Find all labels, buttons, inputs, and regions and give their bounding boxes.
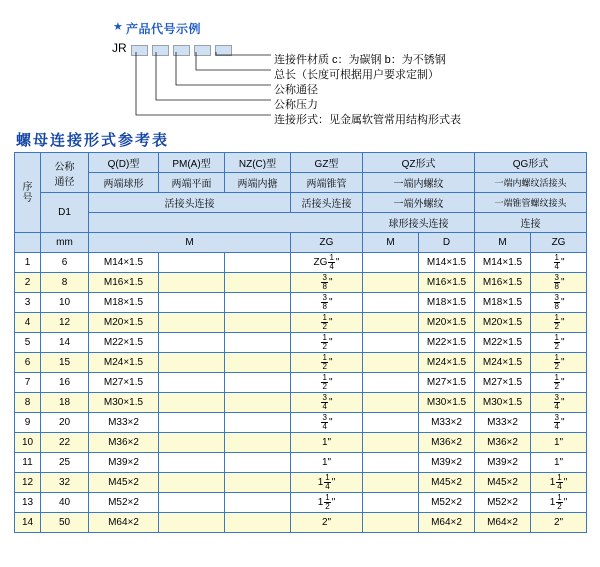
header-row-4	[15, 213, 587, 233]
table-row	[15, 293, 587, 313]
cell-dn: 10	[41, 293, 89, 313]
cell-qz-m	[363, 253, 419, 273]
cell-pm	[159, 293, 225, 313]
cell-qd: M20×1.5	[89, 313, 159, 333]
cell-qz-d: M20×1.5	[419, 313, 475, 333]
product-code-diagram	[0, 0, 600, 126]
cell-nz	[225, 413, 291, 433]
header-nz-sub: 两端内搪	[225, 173, 291, 193]
cell-qg-m: M52×2	[475, 493, 531, 513]
cell-qg-zg: 1"	[531, 453, 587, 473]
cell-qz-m	[363, 353, 419, 373]
header-unit-zg1: ZG	[291, 233, 363, 253]
cell-gz: $\frac{1}{2}$ "	[291, 313, 363, 333]
cell-seq: 10	[15, 433, 41, 453]
cell-seq: 4	[15, 313, 41, 333]
cell-pm	[159, 453, 225, 473]
header-row-3	[15, 193, 587, 213]
cell-dn: 40	[41, 493, 89, 513]
cell-nz	[225, 333, 291, 353]
cell-pm	[159, 253, 225, 273]
cell-pm	[159, 313, 225, 333]
cell-qd: M27×1.5	[89, 373, 159, 393]
cell-qz-d: M30×1.5	[419, 393, 475, 413]
cell-qz-d: M33×2	[419, 413, 475, 433]
cell-pm	[159, 393, 225, 413]
cell-qz-m	[363, 333, 419, 353]
table-row	[15, 313, 587, 333]
table-title: 螺母连接形式参考表	[16, 132, 170, 149]
cell-seq: 3	[15, 293, 41, 313]
header-qg-connect: 连接	[475, 213, 587, 233]
header-dn: 公称 通径	[41, 153, 89, 193]
cell-qg-zg: 1 $\frac{1}{2}$ "	[531, 493, 587, 513]
table-row	[15, 373, 587, 393]
header-gz-sub: 两端锥管	[291, 173, 363, 193]
cell-qg-zg: 1 $\frac{1}{4}$ "	[531, 473, 587, 493]
header-blank-left	[89, 213, 363, 233]
cell-nz	[225, 513, 291, 533]
cell-qg-m: M22×1.5	[475, 333, 531, 353]
cell-nz	[225, 253, 291, 273]
cell-seq: 5	[15, 333, 41, 353]
cell-qz-m	[363, 373, 419, 393]
cell-gz: $\frac{1}{2}$ "	[291, 373, 363, 393]
header-qg-sub: 一端内螺纹活接头	[475, 173, 587, 193]
cell-qz-m	[363, 473, 419, 493]
cell-qz-m	[363, 493, 419, 513]
cell-pm	[159, 473, 225, 493]
cell-dn: 6	[41, 253, 89, 273]
diagram-title: 产品代号示例	[126, 22, 202, 36]
cell-qd: M22×1.5	[89, 333, 159, 353]
header-unit-m2: M	[363, 233, 419, 253]
cell-gz: 1"	[291, 453, 363, 473]
table-row	[15, 473, 587, 493]
header-row-2	[15, 173, 587, 193]
header-row-1	[15, 153, 587, 173]
cell-qg-m: M30×1.5	[475, 393, 531, 413]
cell-dn: 16	[41, 373, 89, 393]
cell-pm	[159, 413, 225, 433]
header-left-union: 活接头连接	[89, 193, 291, 213]
cell-pm	[159, 513, 225, 533]
cell-qz-d: M36×2	[419, 433, 475, 453]
header-group-gz: GZ型	[291, 153, 363, 173]
cell-qd: M18×1.5	[89, 293, 159, 313]
cell-dn: 15	[41, 353, 89, 373]
header-seq: 序 号	[15, 153, 41, 233]
header-group-pm: PM(A)型	[159, 153, 225, 173]
legend-nominal-diameter: 公称通径	[274, 84, 318, 96]
cell-dn: 12	[41, 313, 89, 333]
cell-qz-m	[363, 433, 419, 453]
cell-pm	[159, 493, 225, 513]
cell-qg-m: M18×1.5	[475, 293, 531, 313]
cell-qz-d: M64×2	[419, 513, 475, 533]
cell-pm	[159, 353, 225, 373]
cell-qz-d: M39×2	[419, 453, 475, 473]
cell-qd: M36×2	[89, 433, 159, 453]
cell-qd: M52×2	[89, 493, 159, 513]
cell-dn: 50	[41, 513, 89, 533]
cell-qz-m	[363, 393, 419, 413]
cell-qg-zg: $\frac{1}{2}$ "	[531, 373, 587, 393]
table-row	[15, 333, 587, 353]
cell-nz	[225, 313, 291, 333]
cell-qg-zg: $\frac{3}{4}$ "	[531, 413, 587, 433]
cell-nz	[225, 473, 291, 493]
cell-qz-d: M14×1.5	[419, 253, 475, 273]
cell-qg-m: M14×1.5	[475, 253, 531, 273]
cell-gz: ZG $\frac{1}{4}$ "	[291, 253, 363, 273]
header-row-units	[15, 233, 587, 253]
header-qz-ball-joint: 球形接头连接	[363, 213, 475, 233]
cell-qg-m: M36×2	[475, 433, 531, 453]
cell-qd: M45×2	[89, 473, 159, 493]
table-body	[15, 253, 587, 533]
header-unit-m3: M	[475, 233, 531, 253]
cell-qd: M33×2	[89, 413, 159, 433]
header-unit-mm: mm	[41, 233, 89, 253]
cell-qz-d: M27×1.5	[419, 373, 475, 393]
header-gz-union: 活接头连接	[291, 193, 363, 213]
header-qz-ext-thread: 一端外螺纹	[363, 193, 475, 213]
cell-qg-m: M20×1.5	[475, 313, 531, 333]
cell-gz: $\frac{3}{8}$ "	[291, 273, 363, 293]
legend-material: 连接件材质 c：为碳钢 b：为不锈钢	[274, 54, 446, 66]
cell-nz	[225, 433, 291, 453]
cell-qg-m: M64×2	[475, 513, 531, 533]
table-header	[15, 153, 587, 253]
cell-nz	[225, 353, 291, 373]
cell-qd: M24×1.5	[89, 353, 159, 373]
header-group-nz: NZ(C)型	[225, 153, 291, 173]
cell-qg-zg: $\frac{1}{4}$ "	[531, 253, 587, 273]
cell-pm	[159, 433, 225, 453]
cell-gz: $\frac{1}{2}$ "	[291, 353, 363, 373]
legend-connection-type: 连接形式：见金属软管常用结构形式表	[274, 114, 461, 126]
cell-seq: 6	[15, 353, 41, 373]
cell-gz: 1"	[291, 433, 363, 453]
table-row	[15, 253, 587, 273]
cell-nz	[225, 493, 291, 513]
table-row	[15, 353, 587, 373]
table-row	[15, 413, 587, 433]
star-icon: ★	[113, 21, 123, 33]
cell-seq: 11	[15, 453, 41, 473]
cell-seq: 9	[15, 413, 41, 433]
cell-nz	[225, 453, 291, 473]
cell-qg-zg: $\frac{1}{2}$ "	[531, 353, 587, 373]
cell-qg-zg: $\frac{3}{4}$ "	[531, 393, 587, 413]
header-unit-m1: M	[89, 233, 291, 253]
header-qd-sub: 两端球形	[89, 173, 159, 193]
cell-qz-d: M45×2	[419, 473, 475, 493]
cell-qz-m	[363, 293, 419, 313]
header-qg-taper-joint: 一端锥管螺纹接头	[475, 193, 587, 213]
table-row	[15, 393, 587, 413]
cell-qd: M16×1.5	[89, 273, 159, 293]
cell-pm	[159, 333, 225, 353]
cell-seq: 13	[15, 493, 41, 513]
cell-seq: 7	[15, 373, 41, 393]
cell-dn: 18	[41, 393, 89, 413]
cell-seq: 1	[15, 253, 41, 273]
cell-qz-d: M18×1.5	[419, 293, 475, 313]
table-row	[15, 493, 587, 513]
code-prefix: JR	[112, 41, 127, 55]
cell-seq: 14	[15, 513, 41, 533]
cell-nz	[225, 273, 291, 293]
header-group-qz: QZ形式	[363, 153, 475, 173]
cell-gz: 2"	[291, 513, 363, 533]
cell-dn: 32	[41, 473, 89, 493]
cell-qz-d: M22×1.5	[419, 333, 475, 353]
cell-qz-d: M24×1.5	[419, 353, 475, 373]
cell-qd: M64×2	[89, 513, 159, 533]
cell-gz: 1 $\frac{1}{2}$ "	[291, 493, 363, 513]
cell-qz-d: M52×2	[419, 493, 475, 513]
cell-qz-m	[363, 513, 419, 533]
cell-qd: M39×2	[89, 453, 159, 473]
cell-nz	[225, 293, 291, 313]
cell-qg-m: M16×1.5	[475, 273, 531, 293]
cell-pm	[159, 273, 225, 293]
cell-qz-m	[363, 313, 419, 333]
table-row	[15, 453, 587, 473]
cell-qd: M14×1.5	[89, 253, 159, 273]
cell-qz-d: M16×1.5	[419, 273, 475, 293]
header-group-qg: QG形式	[475, 153, 587, 173]
cell-gz: $\frac{3}{8}$ "	[291, 293, 363, 313]
cell-qd: M30×1.5	[89, 393, 159, 413]
header-d1: D1	[41, 193, 89, 233]
table-row	[15, 273, 587, 293]
cell-gz: $\frac{3}{4}$ "	[291, 413, 363, 433]
table-row	[15, 513, 587, 533]
cell-seq: 12	[15, 473, 41, 493]
cell-nz	[225, 373, 291, 393]
cell-qg-zg: $\frac{3}{8}$ "	[531, 273, 587, 293]
cell-qg-m: M27×1.5	[475, 373, 531, 393]
header-unit-seq-blank	[15, 233, 41, 253]
cell-qg-m: M24×1.5	[475, 353, 531, 373]
legend-nominal-pressure: 公称压力	[274, 99, 318, 111]
cell-qg-m: M33×2	[475, 413, 531, 433]
cell-gz: 1 $\frac{1}{4}$ "	[291, 473, 363, 493]
cell-qg-zg: $\frac{1}{2}$ "	[531, 333, 587, 353]
cell-dn: 14	[41, 333, 89, 353]
cell-qg-zg: 1"	[531, 433, 587, 453]
cell-qg-zg: $\frac{1}{2}$ "	[531, 313, 587, 333]
header-group-qd: Q(D)型	[89, 153, 159, 173]
legend-total-length: 总长（长度可根据用户要求定制）	[274, 69, 439, 81]
cell-qg-zg: $\frac{3}{8}$ "	[531, 293, 587, 313]
cell-qg-m: M39×2	[475, 453, 531, 473]
cell-dn: 20	[41, 413, 89, 433]
cell-gz: $\frac{1}{2}$ "	[291, 333, 363, 353]
header-qz-sub: 一端内螺纹	[363, 173, 475, 193]
cell-dn: 8	[41, 273, 89, 293]
cell-dn: 25	[41, 453, 89, 473]
cell-nz	[225, 393, 291, 413]
cell-pm	[159, 373, 225, 393]
cell-qz-m	[363, 453, 419, 473]
cell-qg-zg: 2"	[531, 513, 587, 533]
nut-connection-table	[14, 152, 587, 533]
header-unit-d: D	[419, 233, 475, 253]
cell-qz-m	[363, 273, 419, 293]
cell-seq: 2	[15, 273, 41, 293]
cell-qg-m: M45×2	[475, 473, 531, 493]
cell-gz: $\frac{3}{4}$ "	[291, 393, 363, 413]
cell-dn: 22	[41, 433, 89, 453]
cell-qz-m	[363, 413, 419, 433]
header-pm-sub: 两端平面	[159, 173, 225, 193]
cell-seq: 8	[15, 393, 41, 413]
table-row	[15, 433, 587, 453]
header-unit-zg2: ZG	[531, 233, 587, 253]
